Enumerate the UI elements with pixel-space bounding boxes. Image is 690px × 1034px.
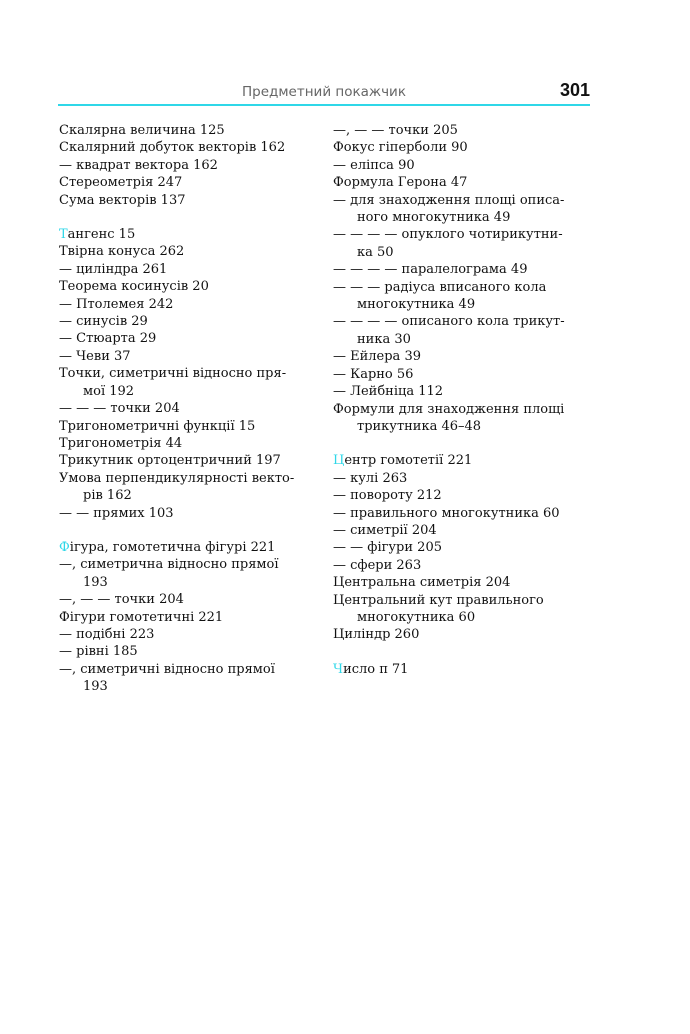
index-entry	[333, 226, 589, 243]
index-entry-text: ника 30	[357, 331, 411, 347]
index-entry	[333, 505, 589, 522]
index-entry-text: Фігури гомотетичні 221	[59, 609, 224, 625]
index-entry-text: — — фігури 205	[333, 540, 442, 556]
index-entry	[333, 279, 589, 296]
index-entry-text: ка 50	[357, 244, 394, 260]
index-entry-text: многокутника 49	[357, 297, 476, 313]
index-entry-text: —, симетричні відносно прямої	[59, 661, 275, 677]
index-letter-entry	[59, 539, 309, 556]
index-entry	[59, 643, 309, 660]
index-entry	[333, 539, 589, 556]
index-entry-text: — циліндра 261	[59, 261, 168, 277]
index-entry	[59, 139, 309, 156]
index-entry-text: — — — — паралелограма 49	[333, 262, 528, 278]
index-entry-text: Сума векторів 137	[59, 192, 186, 208]
index-column-left	[59, 122, 309, 696]
index-entry-text: — Стюарта 29	[59, 331, 157, 347]
index-entry-text: —, — — точки 205	[333, 123, 458, 138]
index-entry	[59, 313, 309, 330]
index-entry	[333, 383, 589, 400]
index-entry-text: — сфери 263	[333, 557, 422, 573]
index-entry-text: ного многокутника 49	[357, 210, 511, 226]
index-entry	[59, 348, 309, 365]
index-entry-text: ігура, гомотетична фігурі 221	[69, 539, 276, 555]
index-entry	[59, 556, 309, 573]
index-entry	[333, 626, 589, 643]
index-letter-entry	[59, 226, 309, 243]
index-entry	[59, 505, 309, 522]
index-entry	[333, 192, 589, 209]
index-entry-text: ангенс 15	[67, 227, 136, 243]
header-rule	[58, 104, 590, 106]
index-entry-text: — Лейбніца 112	[333, 384, 444, 400]
index-entry	[333, 296, 589, 313]
section-initial-letter: Ц	[333, 453, 345, 469]
index-entry	[59, 296, 309, 313]
page-header	[58, 80, 590, 106]
index-entry-text: — квадрат вектора 162	[59, 157, 218, 173]
index-entry-text: — — — — описаного кола трикут-	[333, 314, 565, 330]
index-entry-text: — — — точки 204	[59, 401, 180, 417]
index-entry-text: — синусів 29	[59, 314, 148, 330]
index-entry	[59, 383, 309, 400]
index-entry-text: — — прямих 103	[59, 505, 174, 521]
index-entry-text: — повороту 212	[333, 488, 442, 504]
index-entry	[333, 401, 589, 418]
index-entry	[333, 366, 589, 383]
index-entry-text: Формули для знаходження площі	[333, 401, 565, 417]
index-entry	[333, 592, 589, 609]
index-entry-text: 193	[83, 574, 108, 590]
index-entry-text: Умова перпендикулярності векто-	[59, 470, 295, 486]
index-entry	[333, 313, 589, 330]
page-number: 301	[559, 80, 590, 100]
index-entry-text: мої 192	[83, 383, 135, 399]
index-entry-text: Центральна симетрія 204	[333, 575, 511, 591]
index-entry	[333, 244, 589, 261]
index-entry-text: Тригонометричні функції 15	[59, 418, 256, 434]
section-initial-letter: Т	[59, 227, 68, 243]
index-entry	[333, 139, 589, 156]
index-entry	[59, 330, 309, 347]
index-entry-text: —, — — точки 204	[59, 592, 184, 608]
index-entry	[333, 122, 589, 139]
index-entry	[59, 470, 309, 487]
index-column-right	[333, 122, 589, 678]
index-entry	[333, 609, 589, 626]
index-entry-text: Тригонометрія 44	[59, 435, 183, 451]
index-entry-text: — Ейлера 39	[333, 349, 421, 365]
index-entry	[333, 261, 589, 278]
index-entry-text: многокутника 60	[357, 609, 476, 625]
index-entry	[59, 122, 309, 139]
index-entry	[59, 243, 309, 260]
index-entry	[59, 278, 309, 295]
index-entry-text: — рівні 185	[59, 644, 138, 660]
running-title: Предметний покажчик	[242, 84, 406, 100]
index-entry	[59, 435, 309, 452]
index-entry-text: — симетрії 204	[333, 522, 437, 538]
index-entry	[333, 574, 589, 591]
index-entry	[59, 192, 309, 209]
index-entry	[333, 157, 589, 174]
index-entry	[333, 348, 589, 365]
index-entry	[333, 522, 589, 539]
index-entry-text: — для знаходження площі описа-	[333, 192, 565, 208]
index-entry-text: ентр гомотетії 221	[344, 453, 473, 469]
index-entry-text: Фокус гіперболи 90	[333, 140, 468, 156]
index-entry-text: исло π 71	[343, 661, 409, 677]
index-entry-text: — подібні 223	[59, 626, 155, 642]
index-entry	[333, 557, 589, 574]
index-entry-text: Стереометрія 247	[59, 175, 183, 191]
index-entry	[59, 365, 309, 382]
index-entry	[59, 174, 309, 191]
index-entry-text: трикутника 46–48	[357, 418, 482, 434]
index-entry	[333, 418, 589, 435]
index-letter-entry	[333, 452, 589, 469]
index-entry-text: — правильного многокутника 60	[333, 505, 560, 521]
index-entry-text: — — — — опуклого чотирикутни-	[333, 227, 563, 243]
index-entry-text: — Чеви 37	[59, 348, 131, 364]
index-entry-text: Скалярний добуток векторів 162	[59, 140, 286, 156]
index-entry-text: Трикутник ортоцентричний 197	[59, 453, 281, 469]
index-entry	[59, 452, 309, 469]
index-entry	[59, 609, 309, 626]
index-entry	[59, 678, 309, 695]
index-entry-text: — кулі 263	[333, 470, 408, 486]
index-entry-text: рів 162	[83, 488, 132, 504]
index-entry	[59, 418, 309, 435]
section-initial-letter: Ф	[59, 539, 70, 555]
index-entry-text: — Птолемея 242	[59, 296, 174, 312]
index-entry	[333, 487, 589, 504]
index-entry	[59, 574, 309, 591]
index-entry-text: Твірна конуса 262	[59, 244, 185, 260]
index-entry-text: Циліндр 260	[333, 627, 420, 643]
index-entry	[59, 487, 309, 504]
section-initial-letter: Ч	[333, 661, 344, 677]
index-entry	[59, 157, 309, 174]
index-entry-text: 193	[83, 679, 108, 695]
index-entry-text: Точки, симетричні відносно пря-	[59, 366, 287, 382]
index-entry-text: Центральний кут правильного	[333, 592, 544, 608]
index-entry-text: Скалярна величина 125	[59, 123, 225, 138]
index-entry-text: Теорема косинусів 20	[59, 279, 209, 295]
index-entry-text: Формула Герона 47	[333, 175, 468, 191]
index-entry	[333, 331, 589, 348]
index-entry	[59, 400, 309, 417]
index-entry	[333, 174, 589, 191]
index-entry-text: — Карно 56	[333, 366, 414, 382]
index-entry	[333, 209, 589, 226]
index-entry-text: —, симетрична відносно прямої	[59, 557, 279, 573]
index-entry-text: — еліпса 90	[333, 157, 415, 173]
index-entry	[59, 626, 309, 643]
index-letter-entry	[333, 661, 589, 678]
index-entry-text: — — — радіуса вписаного кола	[333, 279, 547, 295]
index-entry	[333, 470, 589, 487]
index-entry	[59, 261, 309, 278]
index-entry	[59, 661, 309, 678]
index-entry	[59, 591, 309, 608]
